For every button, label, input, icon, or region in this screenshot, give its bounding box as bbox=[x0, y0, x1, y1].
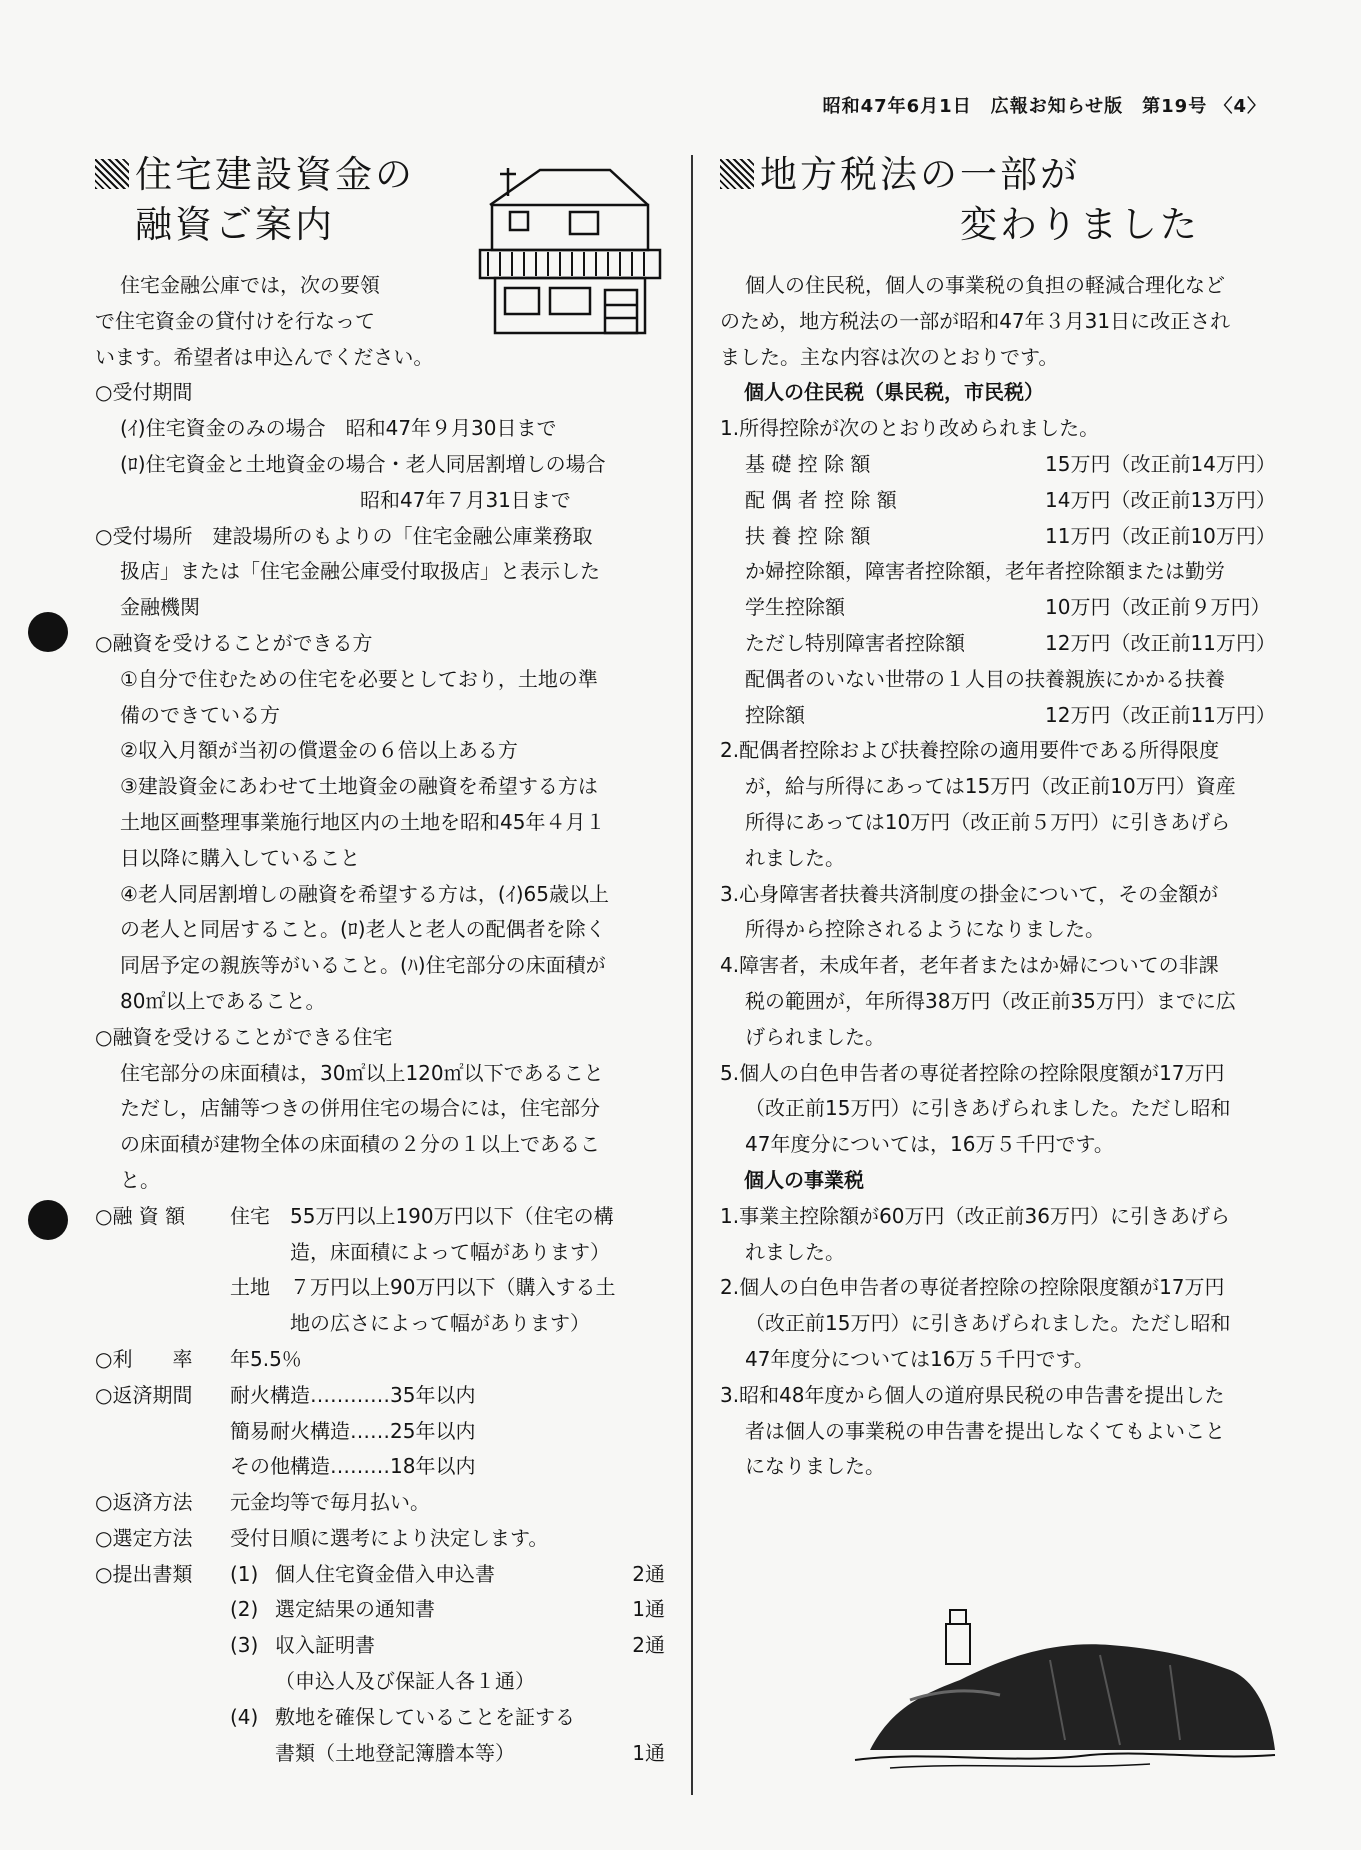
jutaku-line: ただし，店舗等つきの併用住宅の場合には，住宅部分 bbox=[120, 1096, 600, 1121]
doc-line bbox=[95, 1592, 665, 1628]
doc-number: (4) bbox=[230, 1704, 259, 1729]
hensai-kikan-line: 簡易耐火構造……25年以内 bbox=[230, 1418, 476, 1443]
kata-line: 80㎡以上であること。 bbox=[120, 988, 326, 1013]
teishutsu-row bbox=[95, 1557, 665, 1593]
doc-line bbox=[95, 1736, 665, 1772]
jumin-item-line: 47年度分については，16万５千円です。 bbox=[745, 1132, 1114, 1157]
deduction-row bbox=[720, 483, 1290, 519]
punch-hole-mark bbox=[28, 1200, 68, 1240]
left-title-line1: 住宅建設資金の bbox=[135, 153, 415, 196]
uketsuke-kikan-i: (ｲ)住宅資金のみの場合 昭和47年９月30日まで bbox=[120, 416, 557, 441]
kata-line: ③建設資金にあわせて土地資金の融資を希望する方は bbox=[120, 774, 598, 799]
doc-name: 敷地を確保していることを証する bbox=[275, 1704, 575, 1729]
deduction-value: 11万円（改正前10万円） bbox=[1045, 523, 1276, 548]
intro-line: います。希望者は申込んでください。 bbox=[95, 344, 434, 369]
jumin-item-line: （改正前15万円）に引きあげられました。ただし昭和 bbox=[745, 1096, 1231, 1121]
riritsu-row bbox=[95, 1342, 665, 1378]
jigyo-item-line: 47年度分については16万５千円です。 bbox=[745, 1346, 1094, 1371]
deduction-value: 12万円（改正前11万円） bbox=[1045, 630, 1276, 655]
jigyo-item-line: 2.個人の白色申告者の専従者控除の控除限度額が17万円 bbox=[720, 1275, 1225, 1300]
left-title bbox=[95, 150, 665, 250]
left-title-line2: 融資ご案内 bbox=[135, 203, 335, 246]
hensai-kikan-label: ○返済期間 bbox=[95, 1382, 193, 1407]
intro-line: で住宅資金の貸付けを行なって bbox=[95, 308, 375, 333]
doc-count: 2通 bbox=[632, 1561, 665, 1586]
deduction-label: 配 偶 者 控 除 額 bbox=[745, 487, 897, 512]
hensai-kikan-line: 耐火構造…………35年以内 bbox=[230, 1382, 476, 1407]
right-body bbox=[720, 268, 1290, 1485]
jumin-item-line: 5.個人の白色申告者の専従者控除の控除限度額が17万円 bbox=[720, 1060, 1225, 1085]
jigyo-item-line: 3.昭和48年度から個人の道府県民税の申告書を提出した bbox=[720, 1382, 1225, 1407]
doc-count bbox=[620, 1664, 665, 1700]
doc-number: (3) bbox=[230, 1633, 259, 1658]
deduction-row bbox=[720, 590, 1290, 626]
right-title bbox=[720, 150, 1290, 250]
yushi-gaku-row bbox=[95, 1199, 665, 1342]
yushi-gaku-line: 土地 ７万円以上90万円以下（購入する土 bbox=[230, 1275, 616, 1300]
riritsu-label: ○利 率 bbox=[95, 1346, 193, 1371]
jigyo-item-line: 1.事業主控除額が60万円（改正前36万円）に引きあげら bbox=[720, 1203, 1230, 1228]
uketsuke-kikan-ro: (ﾛ)住宅資金と土地資金の場合・老人同居割増しの場合 bbox=[120, 451, 606, 476]
jumin-item1: 1.所得控除が次のとおり改められました。 bbox=[720, 416, 1100, 441]
uketsuke-basho-line: 扱店」または「住宅金融公庫受付取扱店」と表示した bbox=[120, 559, 600, 584]
hatch-icon bbox=[720, 159, 754, 189]
jumin-item-line: 3.心身障害者扶養共済制度の掛金について，その金額が bbox=[720, 881, 1219, 906]
hensai-kikan-row bbox=[95, 1378, 665, 1485]
deduction-value: 14万円（改正前13万円） bbox=[1045, 487, 1276, 512]
deduction-label: 扶 養 控 除 額 bbox=[745, 523, 871, 548]
hensai-kikan-line: その他構造………18年以内 bbox=[230, 1454, 476, 1479]
uketsuke-basho-line: 金融機関 bbox=[120, 595, 200, 620]
yushi-gaku-line: 造，床面積によって幅があります） bbox=[230, 1239, 610, 1264]
deduction-value: 10万円（改正前９万円） bbox=[1045, 595, 1271, 620]
left-body bbox=[95, 268, 665, 1771]
right-column bbox=[720, 150, 1290, 1485]
deduction-label: ただし特別障害者控除額 bbox=[745, 630, 965, 655]
doc-count: 2通 bbox=[632, 1633, 665, 1658]
hensai-hoho-value: 元金均等で毎月払い。 bbox=[230, 1490, 430, 1515]
intro-line: ました。主な内容は次のとおりです。 bbox=[720, 344, 1059, 369]
punch-hole-mark bbox=[28, 612, 68, 652]
kata-line: 日以降に購入していること bbox=[120, 845, 360, 870]
kata-line: 同居予定の親族等がいること。(ﾊ)住宅部分の床面積が bbox=[120, 953, 606, 978]
jumin-item-line: 4.障害者，未成年者，老年者またはか婦についての非課 bbox=[720, 953, 1219, 978]
hensai-hoho-row bbox=[95, 1485, 665, 1521]
deduction-label: 控除額 bbox=[745, 702, 805, 727]
uketsuke-kikan-ro-date: 昭和47年７月31日まで bbox=[360, 487, 571, 512]
jutaku-label: ○融資を受けることができる住宅 bbox=[95, 1024, 393, 1049]
doc-name: 収入証明書 bbox=[275, 1633, 375, 1658]
yushi-gaku-label: ○融 資 額 bbox=[95, 1203, 186, 1228]
doc-number: (2) bbox=[230, 1597, 259, 1622]
right-title-line2: 変わりました bbox=[960, 203, 1200, 246]
jigyo-heading: 個人の事業税 bbox=[744, 1167, 864, 1192]
deduction-row bbox=[720, 698, 1290, 734]
uketsuke-basho-line: ○受付場所 建設場所のもよりの「住宅金融公庫業務取 bbox=[95, 523, 593, 548]
intro-line: 個人の住民税，個人の事業税の負担の軽減合理化など bbox=[745, 273, 1225, 297]
deduction-label: 学生控除額 bbox=[745, 595, 845, 620]
sentei-value: 受付日順に選考により決定します。 bbox=[230, 1525, 549, 1550]
kafu-line: か婦控除額，障害者控除額，老年者控除額または勤労 bbox=[745, 559, 1225, 584]
doc-name: 書類（土地登記簿謄本等） bbox=[275, 1740, 515, 1765]
intro-line: 住宅金融公庫では，次の要領 bbox=[120, 273, 380, 297]
deduction-row bbox=[720, 519, 1290, 555]
column-divider bbox=[691, 155, 693, 1795]
sentei-row bbox=[95, 1521, 665, 1557]
doc-count bbox=[620, 1700, 665, 1736]
page-header: 昭和47年6月1日 広報お知らせ版 第19号 〈4〉 bbox=[822, 96, 1266, 117]
intro-line: のため，地方税法の一部が昭和47年３月31日に改正され bbox=[720, 308, 1231, 333]
deduction-value: 15万円（改正前14万円） bbox=[1045, 451, 1276, 476]
jutaku-line: と。 bbox=[120, 1167, 160, 1192]
deduction-label: 基 礎 控 除 額 bbox=[745, 451, 871, 476]
jumin-item-line: 税の範囲が，年所得38万円（改正前35万円）までに広 bbox=[745, 988, 1236, 1013]
kata-line: ②収入月額が当初の償還金の６倍以上ある方 bbox=[120, 738, 518, 763]
doc-name: 選定結果の通知書 bbox=[275, 1597, 435, 1622]
right-title-line1: 地方税法の一部が bbox=[760, 153, 1080, 196]
doc-name: （申込人及び保証人各１通） bbox=[275, 1669, 535, 1694]
hatch-icon bbox=[95, 159, 129, 189]
doc-line bbox=[230, 1557, 665, 1593]
left-column bbox=[95, 150, 665, 1771]
jigyo-item-line: れました。 bbox=[745, 1239, 845, 1264]
kata-line: 備のできている方 bbox=[120, 702, 280, 727]
doc-number: (1) bbox=[230, 1561, 259, 1586]
kata-line: ①自分で住むための住宅を必要としており，土地の準 bbox=[120, 666, 598, 691]
jumin-item-line: が，給与所得にあっては15万円（改正前10万円）資産 bbox=[745, 774, 1236, 799]
deduction-row bbox=[720, 447, 1290, 483]
yushi-gaku-line: 住宅 55万円以上190万円以下（住宅の構 bbox=[230, 1203, 614, 1228]
haigusha-line: 配偶者のいない世帯の１人目の扶養親族にかかる扶養 bbox=[745, 666, 1225, 691]
jumin-item-line: 所得にあっては10万円（改正前５万円）に引きあげら bbox=[745, 809, 1231, 834]
doc-line bbox=[95, 1700, 665, 1736]
hensai-hoho-label: ○返済方法 bbox=[95, 1490, 193, 1515]
uketsuke-kikan-label: ○受付期間 bbox=[95, 380, 193, 405]
kata-line: ④老人同居割増しの融資を希望する方は，(ｲ)65歳以上 bbox=[120, 881, 609, 906]
doc-line bbox=[95, 1664, 665, 1700]
doc-name: 個人住宅資金借入申込書 bbox=[275, 1561, 495, 1586]
jigyo-item-line: になりました。 bbox=[745, 1454, 885, 1479]
jigyo-item-line: （改正前15万円）に引きあげられました。ただし昭和 bbox=[745, 1311, 1231, 1336]
deduction-row bbox=[720, 626, 1290, 662]
jumin-item-line: 2.配偶者控除および扶養控除の適用要件である所得限度 bbox=[720, 738, 1220, 763]
doc-count: 1通 bbox=[632, 1597, 665, 1622]
riritsu-value: 年5.5％ bbox=[230, 1346, 302, 1371]
doc-number bbox=[95, 1736, 275, 1772]
yushi-gaku-line: 地の広さによって幅があります） bbox=[230, 1311, 590, 1336]
jutaku-line: 住宅部分の床面積は，30㎡以上120㎡以下であること bbox=[120, 1060, 604, 1085]
kata-label: ○融資を受けることができる方 bbox=[95, 630, 373, 655]
jigyo-item-line: 者は個人の事業税の申告書を提出しなくてもよいこと bbox=[745, 1418, 1225, 1443]
jutaku-line: の床面積が建物全体の床面積の２分の１以上であるこ bbox=[120, 1132, 600, 1157]
jumin-item-line: 所得から控除されるようになりました。 bbox=[745, 917, 1105, 942]
sentei-label: ○選定方法 bbox=[95, 1525, 193, 1550]
kata-line: の老人と同居すること。(ﾛ)老人と老人の配偶者を除く bbox=[120, 917, 606, 942]
jumin-heading: 個人の住民税（県民税，市民税） bbox=[744, 380, 1044, 405]
doc-count: 1通 bbox=[632, 1740, 665, 1765]
doc-number bbox=[95, 1664, 275, 1700]
kata-line: 土地区画整理事業施行地区内の土地を昭和45年４月１ bbox=[120, 809, 606, 834]
lighthouse-rock-illustration bbox=[850, 1600, 1280, 1770]
deduction-value: 12万円（改正前11万円） bbox=[1045, 702, 1276, 727]
jumin-item-line: げられました。 bbox=[745, 1024, 885, 1049]
jumin-item-line: れました。 bbox=[745, 845, 845, 870]
teishutsu-label: ○提出書類 bbox=[95, 1561, 193, 1586]
doc-line bbox=[95, 1628, 665, 1664]
